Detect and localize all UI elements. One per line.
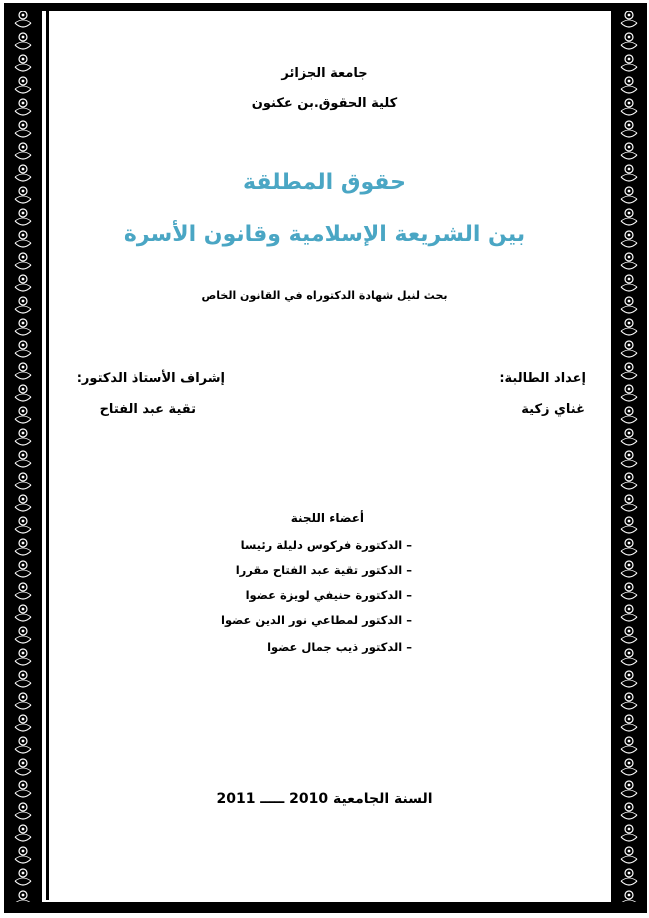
ornament-pattern-left bbox=[11, 9, 35, 909]
university-name: جامعة الجزائر bbox=[281, 66, 368, 81]
decorative-border-left bbox=[4, 3, 42, 913]
ornament-pattern-right bbox=[617, 9, 641, 909]
supervisor-name: تقية عبد الفتاح bbox=[99, 402, 196, 417]
thesis-purpose: بحث لنيل شهادة الدكتوراه في القانون الخاص bbox=[201, 289, 448, 302]
committee-member: – الدكتور ذيب جمال عضوا bbox=[267, 640, 412, 654]
decorative-border-right bbox=[611, 3, 647, 913]
thesis-title-line-2: بين الشريعة الإسلامية وقانون الأسرة bbox=[123, 222, 526, 247]
committee-member: – الدكتورة حنيفي لويزة عضوا bbox=[245, 588, 412, 602]
committee-member: – الدكتور لمطاعي نور الدين عضوا bbox=[221, 613, 412, 627]
decorative-border-bottom bbox=[4, 902, 647, 913]
academic-year: السنة الجامعية 2010 ـــــ 2011 bbox=[216, 791, 433, 807]
thesis-title-line-1: حقوق المطلقة bbox=[243, 170, 406, 195]
faculty-name: كلية الحقوق.بن عكنون bbox=[251, 96, 398, 111]
supervisor-label: إشراف الأستاذ الدكتور: bbox=[76, 371, 225, 386]
committee-title: أعضاء اللجنة bbox=[290, 511, 364, 525]
committee-member: – الدكتورة فركوس دليلة رئيسا bbox=[240, 538, 412, 552]
content-area bbox=[46, 11, 614, 900]
student-label: إعداد الطالبة: bbox=[499, 371, 586, 386]
student-name: غناي زكية bbox=[521, 402, 585, 417]
decorative-border-top bbox=[4, 3, 647, 11]
committee-member: – الدكتور تقية عبد الفتاح مقررا bbox=[235, 563, 412, 577]
